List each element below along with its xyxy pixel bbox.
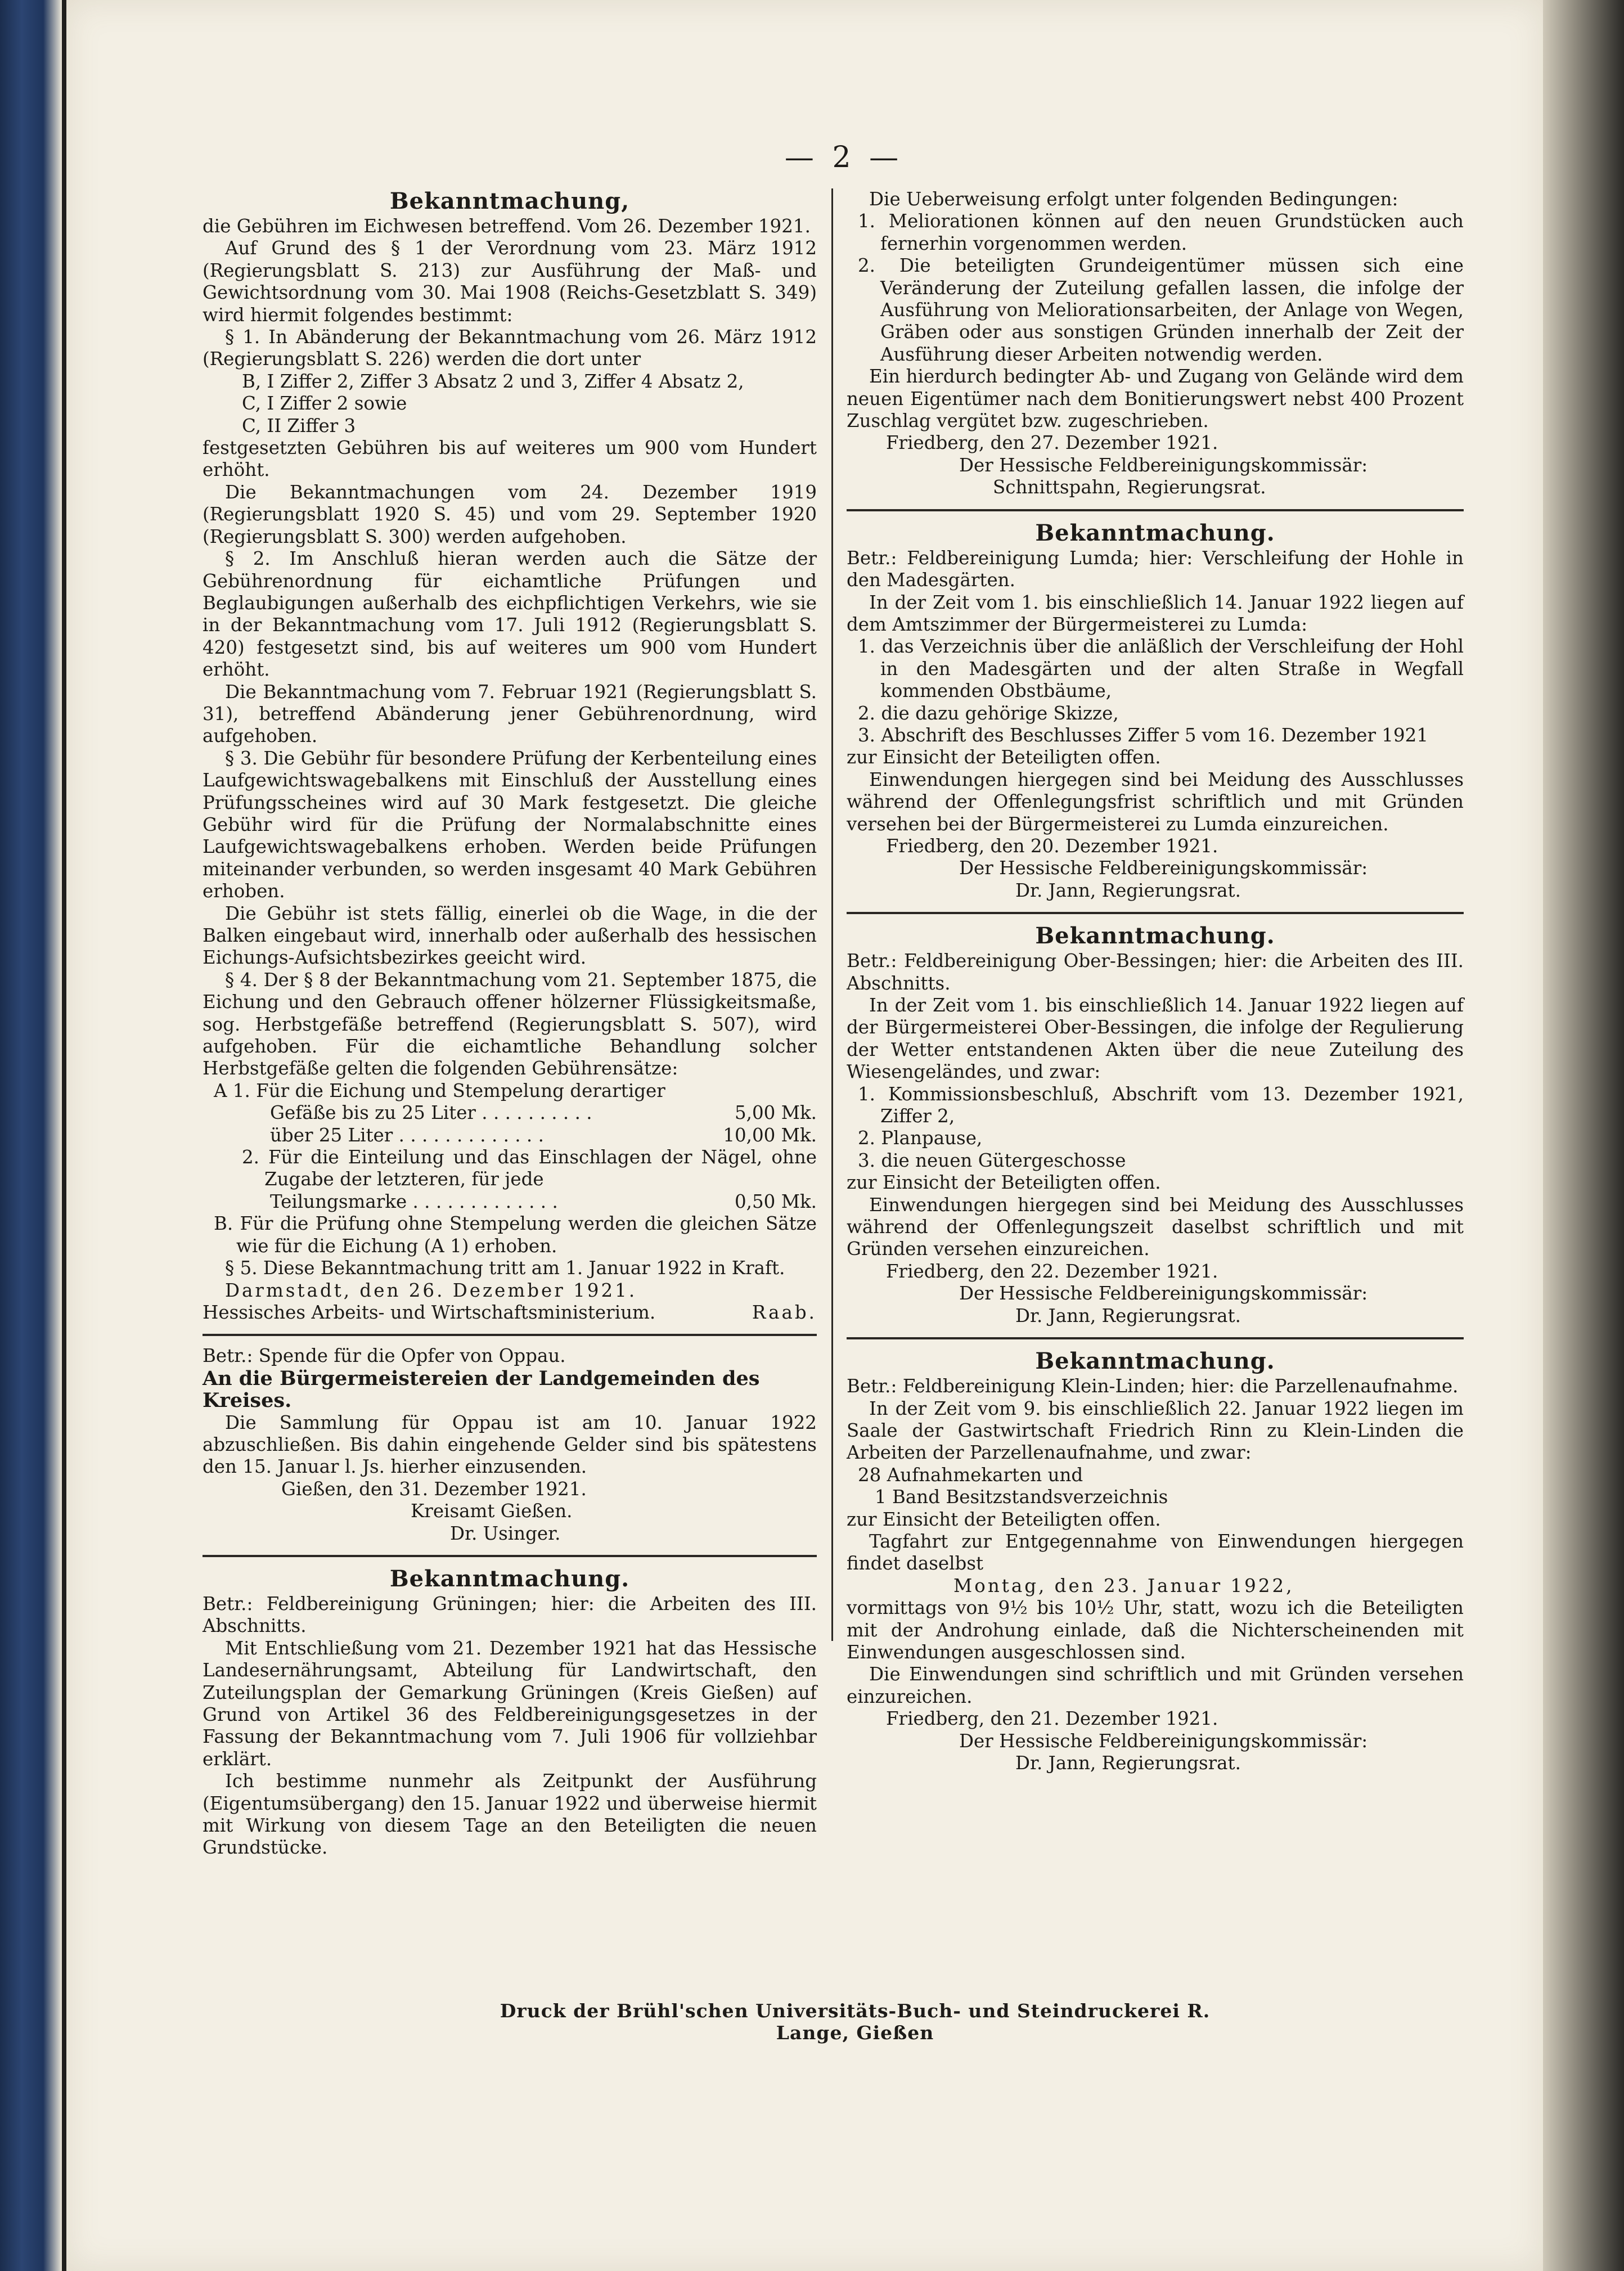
- office-name: Der Hessische Feldbereinigungskommissär:: [959, 1283, 1368, 1305]
- paragraph: Mit Entschließung vom 21. Dezember 1921 hat das Hessische Landesernährungsamt, Abteilung für Landwirtschaft, den Zuteilungsplan der Gemarkung Grüningen (Kreis Gießen) auf Grund von Artikel 36 des Feldbereinigungsgesetzes in der Fassung der Bekanntmachung vom 7. Juli 1906 für vollziehbar erklärt.: [203, 1637, 817, 1770]
- column-divider: [831, 188, 833, 1641]
- list-item: 2. Die beteiligten Grundeigentümer müssen sich eine Veränderung der Zuteilung gefallen lassen, die infolge der Ausführung von Meliorationsarbeiten, der Anlage von Wegen, Gräben oder aus sonstigen Gründen innerhalb der Zeit der Ausführung dieser Arbeiten notwendig werden.: [858, 255, 1464, 365]
- fee-item: 2. Für die Einteilung und das Einschlagen der Nägel, ohne Zugabe der letzteren, für jede: [242, 1146, 817, 1190]
- fee-label: Gefäße bis zu 25 Liter . . . . . . . . . .: [270, 1102, 592, 1124]
- paragraph: Ich bestimme nunmehr als Zeitpunkt der Ausführung (Eigentumsübergang) den 15. Januar 1922 und überweise hiermit mit Wirkung von diesem Tage an den Beteiligten die neuen Grundstücke.: [203, 1770, 817, 1859]
- fee-line: [203, 1102, 817, 1124]
- paragraph: § 2. Im Anschluß hieran werden auch die Sätze der Gebührenordnung für eichamtliche Prüfungen und Beglaubigungen außerhalb des eichpflichtigen Verkehrs, wie sie in der Bekanntmachung vom 17. Juli 1912 (Regierungsblatt S. 420) festgesetzt sind, bis auf weiteres um 900 vom Hundert erhöht.: [203, 548, 817, 681]
- section-divider: [203, 1555, 817, 1557]
- place-date: Gießen, den 31. Dezember 1921.: [281, 1478, 587, 1500]
- betreff-line: Betr.: Feldbereinigung Grüningen; hier: die Arbeiten des III. Abschnitts.: [203, 1593, 817, 1637]
- paragraph: § 1. In Abänderung der Bekanntmachung vom 26. März 1912 (Regierungsblatt S. 226) werden die dort unter: [203, 326, 817, 370]
- page-edge-shadow: [1543, 0, 1624, 2271]
- paragraph: § 4. Der § 8 der Bekanntmachung vom 21. September 1875, die Eichung und den Gebrauch offener hölzerner Flüssigkeitsmaße, sog. Herbstgefäße betreffend (Regierungsblatt S. 507), wird aufgehoben. Für die eichamtliche Behandlung solcher Herbstgefäße gelten die folgenden Gebührensätze:: [203, 969, 817, 1080]
- fee-value: 10,00 Mk.: [723, 1124, 817, 1146]
- list-item: 1. Kommissionsbeschluß, Abschrift vom 13. Dezember 1921, Ziffer 2,: [858, 1083, 1464, 1127]
- announcement-heading: Bekanntmachung.: [1035, 519, 1275, 546]
- announcement-subtitle: die Gebühren im Eichwesen betreffend. Vom 26. Dezember 1921.: [203, 215, 811, 237]
- fee-item: A 1. Für die Eichung und Stempelung derartiger: [214, 1080, 665, 1101]
- announcement-heading: Bekanntmachung.: [1035, 923, 1275, 950]
- paragraph: In der Zeit vom 1. bis einschließlich 14. Januar 1922 liegen auf der Bürgermeisterei Ober-Bessingen, die infolge der Regulierung der Wetter entstandenen Akten über die neue Zuteilung des Wiesengeländes, und zwar:: [847, 995, 1464, 1083]
- left-column: [203, 188, 817, 1859]
- list-item: 1. Meliorationen können auf den neuen Grundstücken auch fernerhin vorgenommen werden.: [858, 210, 1464, 254]
- fee-label: Teilungsmarke . . . . . . . . . . . . .: [270, 1190, 558, 1212]
- announcement-heading: Bekanntmachung,: [389, 188, 630, 214]
- paragraph: Die Bekanntmachung vom 7. Februar 1921 (Regierungsblatt S. 31), betreffend Abänderung jener Gebührenordnung, wird aufgehoben.: [203, 681, 817, 747]
- paragraph: Einwendungen hiergegen sind bei Meidung des Ausschlusses während der Offenlegungsfrist schriftlich und mit Gründen versehen bei der Bürgermeisterei zu Lumda einzureichen.: [847, 768, 1464, 835]
- list-item: 1. das Verzeichnis über die anläßlich der Verschleifung der Hohl in den Madesgärten und der alten Straße in Wegfall kommenden Obstbäume,: [858, 636, 1464, 702]
- paragraph: zur Einsicht der Beteiligten offen.: [847, 746, 1161, 768]
- betreff-line: Betr.: Feldbereinigung Ober-Bessingen; hier: die Arbeiten des III. Abschnitts.: [847, 950, 1464, 994]
- section-divider: [847, 509, 1464, 511]
- paragraph: vormittags von 9½ bis 10½ Uhr, statt, wozu ich die Beteiligten mit der Androhung einlade, daß die Nichterscheinenden mit Einwendungen ausgeschlossen sind.: [847, 1597, 1464, 1663]
- paragraph: § 3. Die Gebühr für besondere Prüfung der Kerbenteilung eines Laufgewichtswagebalkens mit Einschluß der Ausstellung eines Prüfungsscheines wird auf 30 Mark festgesetzt. Die gleiche Gebühr wird für die Prüfung der Normalabschnitte eines Laufgewichtswagebalkens erhoben. Werden beide Prüfungen miteinander verbunden, so werden insgesamt 40 Mark Gebühren erhoben.: [203, 747, 817, 902]
- paragraph: zur Einsicht der Beteiligten offen.: [847, 1172, 1161, 1194]
- paragraph: Die Ueberweisung erfolgt unter folgenden Bedingungen:: [869, 188, 1398, 210]
- list-item: 2. Planpause,: [858, 1127, 983, 1149]
- paragraph: B, I Ziffer 2, Ziffer 3 Absatz 2 und 3, Ziffer 4 Absatz 2,: [242, 370, 744, 392]
- paragraph: Die Einwendungen sind schriftlich und mit Gründen versehen einzureichen.: [847, 1663, 1464, 1707]
- paragraph: Einwendungen hiergegen sind bei Meidung des Ausschlusses während der Offenlegungszeit daselbst schriftlich und mit Gründen versehen einzureichen.: [847, 1194, 1464, 1260]
- paragraph: zur Einsicht der Beteiligten offen.: [847, 1508, 1161, 1530]
- section-divider: [847, 1337, 1464, 1339]
- place-date: Friedberg, den 22. Dezember 1921.: [886, 1260, 1218, 1282]
- paragraph: § 5. Diese Bekanntmachung tritt am 1. Januar 1922 in Kraft.: [225, 1257, 785, 1279]
- paragraph: festgesetzten Gebühren bis auf weiteres um 900 vom Hundert erhöht.: [203, 437, 817, 481]
- signer-name: Schnittspahn, Regierungsrat.: [993, 476, 1266, 498]
- book-binding: [0, 0, 62, 2271]
- printer-imprint: Druck der Brühl'schen Universitäts-Buch- und Steindruckerei R. Lange, Gießen: [500, 2000, 1211, 2044]
- list-item: 28 Aufnahmekarten und: [858, 1464, 1083, 1486]
- hearing-date: Montag, den 23. Januar 1922,: [953, 1575, 1294, 1597]
- place-date: Friedberg, den 21. Dezember 1921.: [886, 1708, 1218, 1730]
- place-date: Darmstadt, den 26. Dezember 1921.: [225, 1279, 637, 1301]
- list-item: 3. Abschrift des Beschlusses Ziffer 5 vom 16. Dezember 1921: [858, 724, 1429, 746]
- betreff-line: Betr.: Feldbereinigung Lumda; hier: Verschleifung der Hohle in den Madesgärten.: [847, 547, 1464, 591]
- announcement-heading: Bekanntmachung.: [389, 1565, 630, 1592]
- list-item: 1 Band Besitzstandsverzeichnis: [875, 1486, 1168, 1508]
- announcement-heading: Bekanntmachung.: [1035, 1348, 1275, 1375]
- right-column: [847, 188, 1464, 1774]
- ministry-name: Hessisches Arbeits- und Wirtschaftsministerium.: [203, 1301, 656, 1323]
- office-name: Der Hessische Feldbereinigungskommissär:: [959, 857, 1368, 879]
- place-date: Friedberg, den 27. Dezember 1921.: [886, 432, 1218, 454]
- office-name: Der Hessische Feldbereinigungskommissär:: [959, 1730, 1368, 1752]
- signature-line: [203, 1302, 817, 1324]
- list-item: 2. die dazu gehörige Skizze,: [858, 702, 1119, 724]
- fee-value: 0,50 Mk.: [735, 1190, 817, 1212]
- paragraph: C, I Ziffer 2 sowie: [242, 393, 407, 415]
- page-number: — 2 —: [784, 141, 903, 174]
- office-name: Kreisamt Gießen.: [411, 1500, 573, 1522]
- signer-name: Raab.: [752, 1301, 817, 1323]
- fee-value: 5,00 Mk.: [735, 1102, 817, 1124]
- section-divider: [847, 912, 1464, 914]
- paragraph: C, II Ziffer 3: [242, 415, 356, 437]
- fee-label: über 25 Liter . . . . . . . . . . . . .: [270, 1124, 544, 1146]
- fee-line: [203, 1125, 817, 1146]
- section-divider: [203, 1334, 817, 1336]
- paragraph: Auf Grund des § 1 der Verordnung vom 23. März 1912 (Regierungsblatt S. 213) zur Ausführung der Maß- und Gewichtsordnung vom 30. Mai 1908 (Reichs-Gesetzblatt S. 349) wird hiermit folgendes bestimmt:: [203, 237, 817, 326]
- paragraph: In der Zeit vom 1. bis einschließlich 14. Januar 1922 liegen auf dem Amtszimmer der Bürgermeisterei zu Lumda:: [847, 591, 1464, 635]
- signer-name: Dr. Jann, Regierungsrat.: [1015, 1752, 1241, 1774]
- list-item: 3. die neuen Gütergeschosse: [858, 1149, 1126, 1171]
- paragraph: In der Zeit vom 9. bis einschließlich 22. Januar 1922 liegen im Saale der Gastwirtschaft Friedrich Rinn zu Klein-Linden die Arbeiten der Parzellenaufnahme, und zwar:: [847, 1397, 1464, 1464]
- announcement-heading: An die Bürgermeistereien der Landgemeinden des Kreises.: [203, 1366, 760, 1413]
- signer-name: Dr. Jann, Regierungsrat.: [1015, 1305, 1241, 1326]
- paragraph: Die Sammlung für Oppau ist am 10. Januar 1922 abzuschließen. Bis dahin eingehende Gelder sind bis spätestens den 15. Januar l. Js. hierher einzusenden.: [203, 1411, 817, 1478]
- paragraph: Ein hierdurch bedingter Ab- und Zugang von Gelände wird dem neuen Eigentümer nach dem Bonitierungswert nebst 400 Prozent Zuschlag vergütet bzw. zugeschrieben.: [847, 366, 1464, 432]
- signer-name: Dr. Jann, Regierungsrat.: [1015, 879, 1241, 901]
- betreff-line: Betr.: Spende für die Opfer von Oppau.: [203, 1345, 566, 1367]
- betreff-line: Betr.: Feldbereinigung Klein-Linden; hier: die Parzellenaufnahme.: [847, 1375, 1459, 1397]
- paragraph: Tagfahrt zur Entgegennahme von Einwendungen hiergegen findet daselbst: [847, 1530, 1464, 1575]
- place-date: Friedberg, den 20. Dezember 1921.: [886, 835, 1218, 857]
- paragraph: Die Bekanntmachungen vom 24. Dezember 1919 (Regierungsblatt 1920 S. 45) und vom 29. September 1920 (Regierungsblatt S. 300) werden aufgehoben.: [203, 481, 817, 547]
- fee-item: B. Für die Prüfung ohne Stempelung werden die gleichen Sätze wie für die Eichung (A 1) erhoben.: [214, 1213, 817, 1257]
- office-name: Der Hessische Feldbereinigungskommissär:: [959, 454, 1368, 476]
- paragraph: Die Gebühr ist stets fällig, einerlei ob die Wage, in die der Balken eingebaut wird, innerhalb oder außerhalb des hessischen Eichungs-Aufsichtsbezirkes geeicht wird.: [203, 902, 817, 969]
- fee-line: [203, 1191, 817, 1213]
- signer-name: Dr. Usinger.: [450, 1522, 561, 1544]
